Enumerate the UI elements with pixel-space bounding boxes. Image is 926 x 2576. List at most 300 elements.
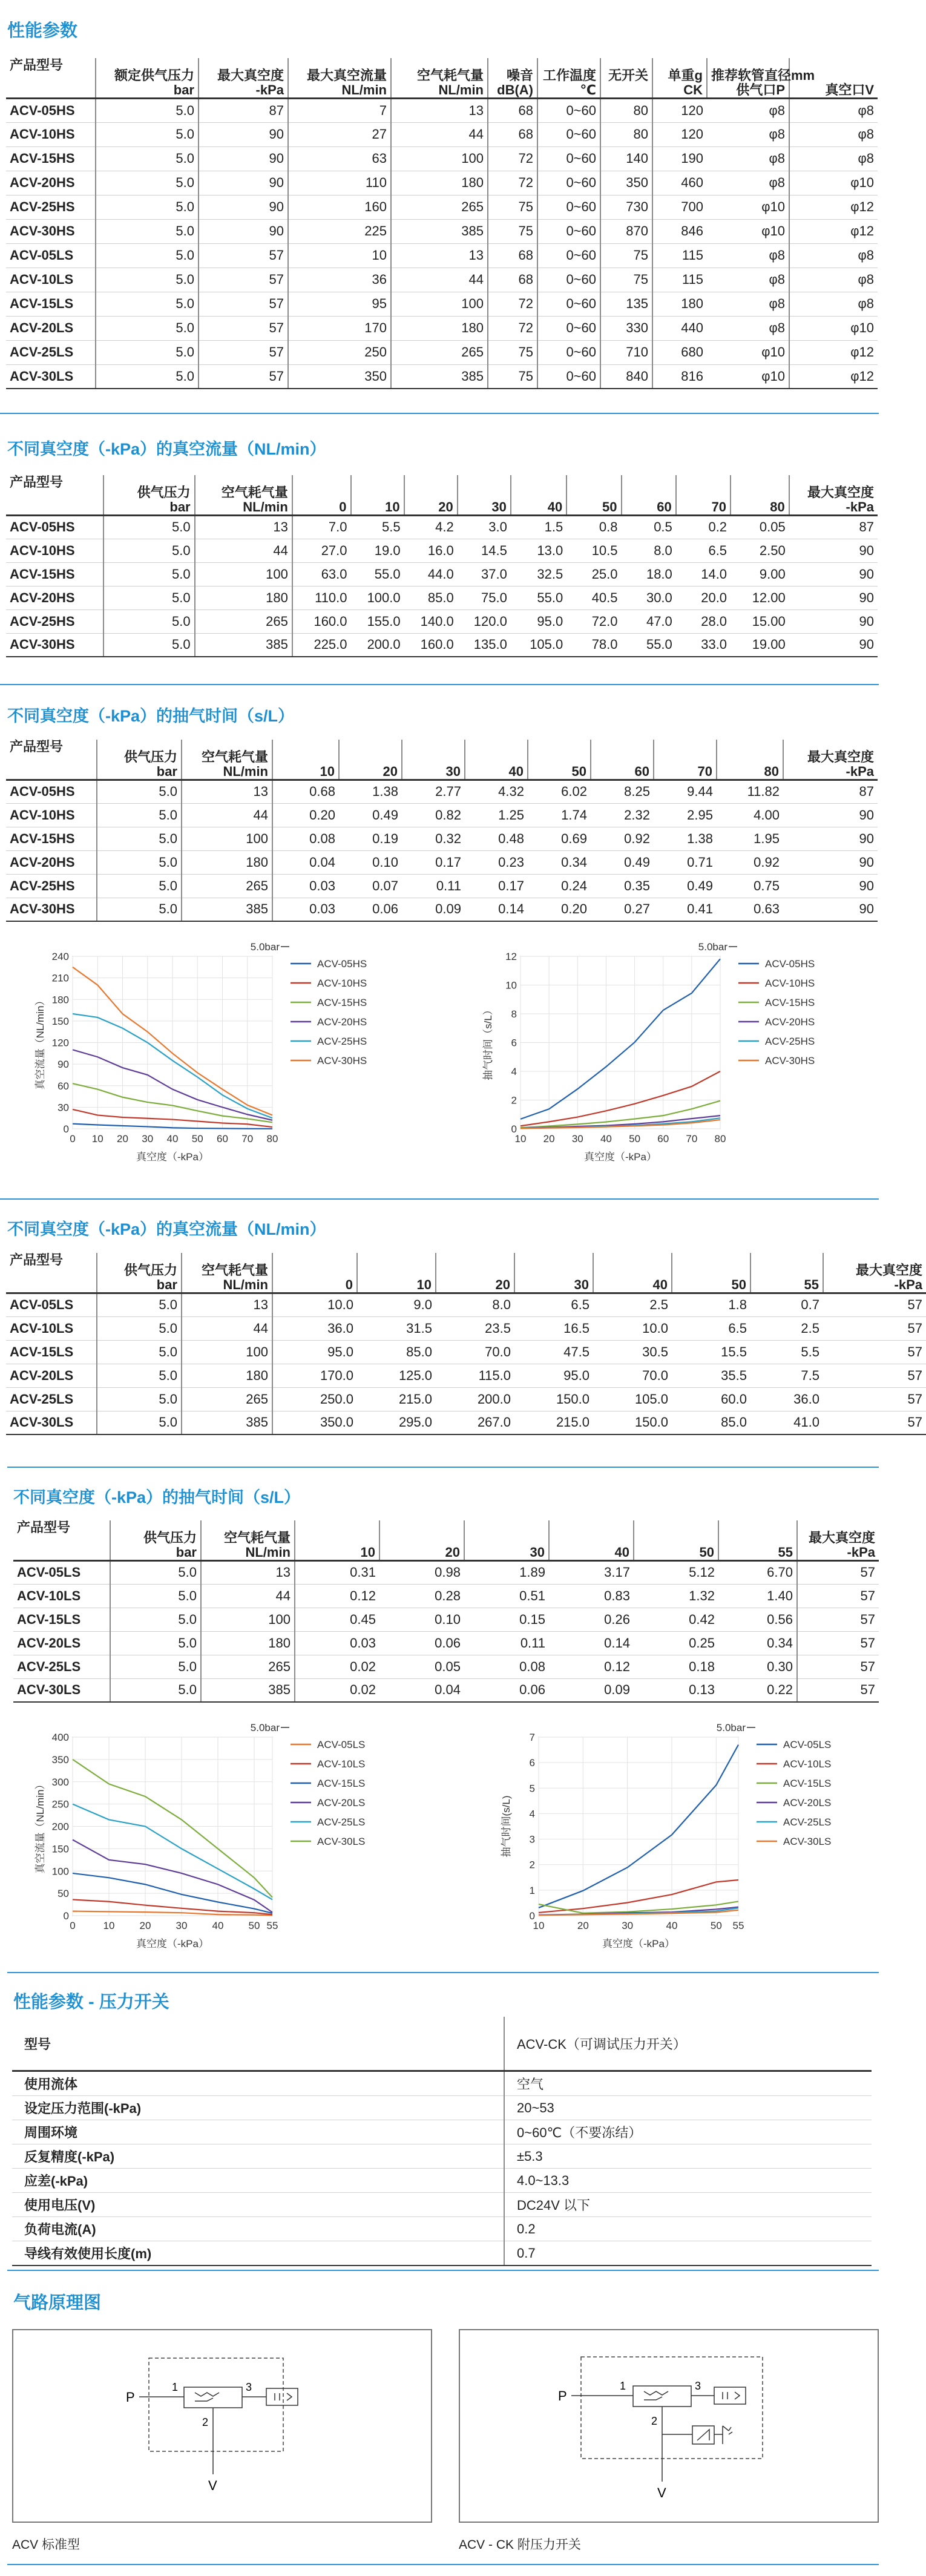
column-header bbox=[436, 1253, 514, 1293]
column-header-label bbox=[277, 1263, 353, 1278]
y-tick-label: 210 bbox=[51, 972, 69, 984]
table-cell: 90 bbox=[789, 610, 878, 633]
table-cell: 100 bbox=[182, 827, 272, 850]
table-cell: 60.0 bbox=[672, 1387, 750, 1411]
y-tick-label: 1 bbox=[529, 1884, 535, 1896]
legend-label: ACV-30LS bbox=[783, 1836, 832, 1847]
column-header-label bbox=[721, 750, 779, 764]
table-cell: 57 bbox=[823, 1316, 926, 1340]
table-cell: 100.0 bbox=[351, 586, 404, 610]
table-cell: 90 bbox=[789, 562, 878, 586]
table-cell: ACV-05LS bbox=[13, 1560, 110, 1584]
column-header bbox=[549, 1520, 634, 1560]
column-header-unit: 20 bbox=[495, 1276, 510, 1292]
switch-value: 0~60℃（不要冻结） bbox=[504, 2120, 872, 2144]
table-cell: 57 bbox=[823, 1340, 926, 1364]
y-tick-label: 50 bbox=[57, 1888, 69, 1900]
x-tick-label: 55 bbox=[732, 1920, 744, 1931]
table-cell: 1.40 bbox=[718, 1584, 797, 1608]
column-header bbox=[537, 58, 600, 98]
table-row bbox=[6, 1387, 926, 1411]
table-cell: 0.30 bbox=[718, 1655, 797, 1678]
table-cell: 8.0 bbox=[436, 1293, 514, 1316]
column-header bbox=[201, 1520, 295, 1560]
table-cell: ACV-30LS bbox=[13, 1678, 110, 1702]
x-tick-label: 50 bbox=[710, 1920, 722, 1931]
table-cell: 47.5 bbox=[514, 1340, 593, 1364]
table-cell: 5.0 bbox=[97, 874, 182, 898]
column-header bbox=[464, 1520, 549, 1560]
table-cell: 0~60 bbox=[537, 340, 600, 364]
table-cell: 90 bbox=[789, 586, 878, 610]
table-cell: 0.05 bbox=[379, 1655, 464, 1678]
column-header-unit: bar bbox=[156, 763, 177, 779]
table-cell: 0.17 bbox=[465, 874, 528, 898]
column-header-unit: NL/min bbox=[341, 82, 387, 97]
table-cell: 36.0 bbox=[750, 1387, 823, 1411]
table-cell: 5.0 bbox=[97, 803, 182, 827]
table-cell: 5.0 bbox=[110, 1608, 201, 1631]
x-tick-label: 30 bbox=[142, 1133, 154, 1145]
table-cell: 2.5 bbox=[750, 1316, 823, 1340]
table-cell: 57 bbox=[199, 268, 288, 292]
table-cell: φ8 bbox=[789, 243, 878, 268]
x-tick-label: 20 bbox=[117, 1133, 128, 1145]
table-cell: 8.25 bbox=[591, 780, 654, 803]
x-tick-label: 50 bbox=[629, 1133, 641, 1145]
table-cell: 180 bbox=[201, 1631, 295, 1655]
table-cell: 5.0 bbox=[96, 292, 199, 316]
table-cell: 0.25 bbox=[634, 1631, 718, 1655]
switch-label: 反复精度(-kPa) bbox=[12, 2144, 504, 2169]
column-header-unit: 20 bbox=[445, 1544, 460, 1560]
column-header-unit: 40 bbox=[547, 499, 563, 514]
table-cell: 115.0 bbox=[436, 1364, 514, 1387]
column-header-label bbox=[723, 1531, 793, 1545]
column-header-label bbox=[361, 1263, 432, 1278]
table-cell: 0.26 bbox=[549, 1608, 634, 1631]
column-header bbox=[182, 1253, 272, 1293]
table-cell: ACV-05LS bbox=[6, 243, 96, 268]
table-cell: 87 bbox=[789, 515, 878, 539]
table-cell: 28.0 bbox=[676, 610, 731, 633]
table-cell: 75 bbox=[600, 268, 652, 292]
table-cell: 180 bbox=[391, 171, 488, 195]
y-tick-label: 0 bbox=[63, 1910, 69, 1922]
table-cell: 250.0 bbox=[272, 1387, 357, 1411]
table-cell: 57 bbox=[199, 316, 288, 340]
legend-label: ACV-15LS bbox=[317, 1778, 366, 1789]
table-row bbox=[6, 1340, 926, 1364]
hs-time-chart bbox=[478, 937, 878, 1173]
column-header bbox=[707, 58, 815, 98]
table-cell: 1.89 bbox=[464, 1560, 549, 1584]
table-cell: ACV-10HS bbox=[6, 539, 103, 562]
series-line-ACV-05LS bbox=[539, 1745, 738, 1908]
table-cell: 0.08 bbox=[464, 1655, 549, 1678]
table-cell: 0.12 bbox=[549, 1655, 634, 1678]
table-cell: 870 bbox=[600, 219, 652, 243]
table-cell: 5.0 bbox=[97, 827, 182, 850]
column-header-label bbox=[462, 485, 507, 500]
y-axis-label: 真空流量（NL/min） bbox=[34, 995, 46, 1090]
column-header-unit: 10 bbox=[320, 763, 335, 779]
table-cell: 55.0 bbox=[622, 633, 676, 657]
column-header bbox=[6, 740, 97, 780]
table-cell: 10.0 bbox=[272, 1293, 357, 1316]
table-cell: 25.0 bbox=[566, 562, 621, 586]
header-row bbox=[6, 475, 878, 515]
switch-header-label: 型号 bbox=[12, 2017, 504, 2071]
table-cell: 385 bbox=[201, 1678, 295, 1702]
legend-label: ACV-10HS bbox=[317, 978, 367, 989]
y-tick-label: 100 bbox=[51, 1865, 69, 1878]
table-cell: ACV-20LS bbox=[6, 316, 96, 340]
column-header bbox=[823, 1253, 926, 1293]
table-cell: 57 bbox=[797, 1560, 879, 1584]
table-cell: 385 bbox=[391, 364, 488, 389]
table-cell: 72 bbox=[488, 171, 537, 195]
table-cell: 1.32 bbox=[634, 1584, 718, 1608]
table-cell: 0~60 bbox=[537, 122, 600, 146]
table-cell: ACV-25HS bbox=[6, 874, 97, 898]
table-cell: 225.0 bbox=[292, 633, 351, 657]
table-cell: 57 bbox=[199, 243, 288, 268]
table-cell: 120 bbox=[652, 122, 707, 146]
column-header bbox=[195, 475, 292, 515]
table-cell: 140 bbox=[600, 146, 652, 171]
ls-flow-title: 不同真空度（-kPa）的真空流量（NL/min） bbox=[7, 1220, 326, 1238]
table-row bbox=[6, 98, 878, 122]
y-tick-label: 5 bbox=[529, 1782, 535, 1795]
column-header-label: 空气耗气量 bbox=[416, 67, 484, 83]
column-header-unit: -kPa bbox=[846, 763, 874, 779]
table-cell: 90 bbox=[789, 539, 878, 562]
table-cell: 1.74 bbox=[528, 803, 591, 827]
table-cell: 8.0 bbox=[622, 539, 676, 562]
column-header bbox=[339, 740, 402, 780]
table-cell: φ8 bbox=[789, 98, 878, 122]
table-row bbox=[6, 1364, 926, 1387]
table-cell: 68 bbox=[488, 98, 537, 122]
legend-label: ACV-10LS bbox=[317, 1758, 366, 1770]
y-tick-label: 150 bbox=[51, 1015, 69, 1027]
table-cell: 4.32 bbox=[465, 780, 528, 803]
table-cell: 44 bbox=[391, 122, 488, 146]
column-header-unit: 40 bbox=[508, 763, 524, 779]
x-tick-label: 70 bbox=[241, 1133, 254, 1145]
table-cell: φ8 bbox=[789, 122, 878, 146]
table-cell: 7.0 bbox=[292, 515, 351, 539]
table-cell: 30.5 bbox=[593, 1340, 672, 1364]
table-cell: 5.0 bbox=[96, 243, 199, 268]
table-cell: ACV-15LS bbox=[13, 1608, 110, 1631]
table-cell: 0.34 bbox=[528, 850, 591, 874]
table-cell: ACV-20HS bbox=[6, 586, 103, 610]
x-axis-label: 真空度（-kPa） bbox=[136, 1938, 209, 1950]
table-row bbox=[6, 562, 878, 586]
column-header-label: 最大真空度 bbox=[807, 484, 874, 500]
legend-label: ACV-30LS bbox=[317, 1836, 366, 1847]
table-cell: 5.0 bbox=[96, 364, 199, 389]
table-cell: 0.02 bbox=[295, 1655, 379, 1678]
table-cell: φ8 bbox=[707, 316, 789, 340]
table-cell: 385 bbox=[195, 633, 292, 657]
x-tick-label: 10 bbox=[514, 1133, 527, 1145]
switch-value: 空气 bbox=[504, 2071, 872, 2096]
table-cell: 57 bbox=[823, 1411, 926, 1434]
divider bbox=[7, 2564, 879, 2565]
column-header bbox=[13, 1520, 110, 1560]
y-tick-label: 4 bbox=[511, 1066, 517, 1077]
table-row bbox=[6, 586, 878, 610]
switch-row bbox=[12, 2193, 872, 2217]
table-cell: 16.0 bbox=[404, 539, 458, 562]
table-cell: 35.5 bbox=[672, 1364, 750, 1387]
table-cell: 57 bbox=[823, 1387, 926, 1411]
switch-value: ±5.3 bbox=[504, 2144, 872, 2169]
table-cell: 5.0 bbox=[110, 1678, 201, 1702]
table-cell: 0.2 bbox=[676, 515, 731, 539]
table-cell: 19.00 bbox=[731, 633, 789, 657]
x-tick-label: 30 bbox=[622, 1920, 634, 1931]
table-row bbox=[6, 780, 878, 803]
table-cell: 80 bbox=[600, 122, 652, 146]
table-cell: 9.44 bbox=[654, 780, 717, 803]
table-cell: 0.48 bbox=[465, 827, 528, 850]
table-cell: 95 bbox=[288, 292, 391, 316]
table-cell: 5.0 bbox=[97, 898, 182, 921]
legend-label: ACV-05LS bbox=[317, 1739, 366, 1750]
column-header-label bbox=[638, 1531, 714, 1545]
table-cell: 0.15 bbox=[464, 1608, 549, 1631]
table-cell: 5.5 bbox=[750, 1340, 823, 1364]
table-cell: 0.34 bbox=[718, 1631, 797, 1655]
switch-header-value: ACV-CK（可调试压力开关） bbox=[504, 2017, 872, 2071]
table-cell: 78.0 bbox=[566, 633, 621, 657]
divider bbox=[7, 1972, 879, 1973]
column-header bbox=[593, 1253, 672, 1293]
table-cell: 100 bbox=[391, 146, 488, 171]
table-cell: 63 bbox=[288, 146, 391, 171]
table-row bbox=[6, 146, 878, 171]
table-cell: 10.5 bbox=[566, 539, 621, 562]
table-cell: 190 bbox=[652, 146, 707, 171]
legend-label: ACV-25HS bbox=[317, 1036, 367, 1047]
port-2-label: 2 bbox=[202, 2416, 209, 2428]
table-cell: 27.0 bbox=[292, 539, 351, 562]
table-cell: 15.5 bbox=[672, 1340, 750, 1364]
table-cell: ACV-05HS bbox=[6, 515, 103, 539]
divider bbox=[0, 1198, 879, 1200]
table-cell: 12.00 bbox=[731, 586, 789, 610]
table-cell: 90 bbox=[783, 874, 878, 898]
hs-time-title: 不同真空度（-kPa）的抽气时间（s/L） bbox=[7, 707, 295, 725]
table-cell: φ12 bbox=[789, 340, 878, 364]
legend-label: ACV-15HS bbox=[765, 997, 815, 1008]
column-header-label: 最大真空流量 bbox=[306, 67, 387, 83]
table-cell: ACV-30HS bbox=[6, 633, 103, 657]
table-cell: 90 bbox=[783, 850, 878, 874]
port-v-label: V bbox=[208, 2478, 217, 2493]
switch-row bbox=[12, 2169, 872, 2193]
table-cell: 100 bbox=[182, 1340, 272, 1364]
column-header-unit: 30 bbox=[530, 1544, 545, 1560]
x-tick-label: 60 bbox=[217, 1133, 228, 1145]
port-1-label: 1 bbox=[620, 2380, 626, 2392]
table-cell: 840 bbox=[600, 364, 652, 389]
column-header-unit: 10 bbox=[416, 1276, 432, 1292]
table-cell: 32.5 bbox=[511, 562, 566, 586]
table-cell: 87 bbox=[783, 780, 878, 803]
hs-flow-chart bbox=[30, 937, 442, 1173]
column-header bbox=[199, 58, 288, 98]
legend-label: ACV-30HS bbox=[317, 1055, 367, 1066]
table-cell: 115 bbox=[652, 268, 707, 292]
table-row bbox=[6, 219, 878, 243]
table-cell: 135 bbox=[600, 292, 652, 316]
table-cell: 5.12 bbox=[634, 1560, 718, 1584]
table-cell: 0.98 bbox=[379, 1560, 464, 1584]
table-cell: 0~60 bbox=[537, 292, 600, 316]
table-cell: 5.0 bbox=[110, 1560, 201, 1584]
table-cell: 0~60 bbox=[537, 268, 600, 292]
table-cell: 0.68 bbox=[272, 780, 339, 803]
chart-title: 5.0bar bbox=[250, 1722, 280, 1733]
table-cell: 135.0 bbox=[458, 633, 511, 657]
x-tick-label: 10 bbox=[103, 1920, 115, 1931]
column-header-unit: -kPa bbox=[894, 1276, 922, 1292]
table-cell: 350.0 bbox=[272, 1411, 357, 1434]
table-cell: 0.20 bbox=[528, 898, 591, 921]
table-row bbox=[6, 874, 878, 898]
ls-flow-table bbox=[6, 1253, 926, 1435]
table-cell: 57 bbox=[199, 364, 288, 389]
table-cell: 9.0 bbox=[357, 1293, 436, 1316]
table-cell: 57 bbox=[797, 1678, 879, 1702]
table-cell: 0.75 bbox=[717, 874, 783, 898]
table-cell: 72 bbox=[488, 146, 537, 171]
table-cell: 0.14 bbox=[549, 1631, 634, 1655]
table-cell: 13 bbox=[195, 515, 292, 539]
table-cell: 0.06 bbox=[339, 898, 402, 921]
table-cell: 0.49 bbox=[654, 874, 717, 898]
column-header-label: 供气压力 bbox=[137, 484, 191, 500]
table-cell: ACV-05LS bbox=[6, 1293, 97, 1316]
table-cell: 100 bbox=[201, 1608, 295, 1631]
y-tick-label: 180 bbox=[51, 994, 69, 1006]
table-cell: 20.0 bbox=[676, 586, 731, 610]
y-tick-label: 12 bbox=[505, 951, 517, 962]
x-tick-label: 20 bbox=[577, 1920, 589, 1931]
table-cell: ACV-30HS bbox=[6, 898, 97, 921]
table-cell: 6.70 bbox=[718, 1560, 797, 1584]
table-cell: 265 bbox=[201, 1655, 295, 1678]
table-cell: 44 bbox=[195, 539, 292, 562]
table-cell: ACV-05HS bbox=[6, 98, 96, 122]
table-cell: 0.7 bbox=[750, 1293, 823, 1316]
legend-label: ACV-10LS bbox=[783, 1758, 832, 1770]
table-cell: 30.0 bbox=[622, 586, 676, 610]
table-cell: 4.00 bbox=[717, 803, 783, 827]
table-row bbox=[13, 1678, 879, 1702]
table-cell: φ8 bbox=[789, 146, 878, 171]
column-header-unit: bar bbox=[173, 82, 194, 97]
switch-label: 负荷电流(A) bbox=[12, 2217, 504, 2241]
table-cell: 0.92 bbox=[717, 850, 783, 874]
table-cell: ACV-15HS bbox=[6, 562, 103, 586]
table-cell: 0.23 bbox=[465, 850, 528, 874]
table-row bbox=[13, 1584, 879, 1608]
x-tick-label: 30 bbox=[176, 1920, 188, 1931]
divider bbox=[0, 413, 879, 414]
table-cell: 0.11 bbox=[402, 874, 465, 898]
table-cell: 1.25 bbox=[465, 803, 528, 827]
perf-title: 性能参数 bbox=[7, 21, 78, 41]
x-tick-label: 40 bbox=[600, 1133, 612, 1145]
table-cell: 110 bbox=[288, 171, 391, 195]
column-header-label bbox=[680, 485, 726, 500]
table-cell: 170 bbox=[288, 316, 391, 340]
column-header-unit bbox=[10, 754, 93, 769]
x-axis-label: 真空度（-kPa） bbox=[602, 1938, 675, 1950]
table-cell: ACV-30LS bbox=[6, 1411, 97, 1434]
table-cell: 57 bbox=[199, 292, 288, 316]
table-cell: φ12 bbox=[789, 195, 878, 219]
table-cell: 385 bbox=[182, 1411, 272, 1434]
column-header-unit: -kPa bbox=[255, 82, 284, 97]
hs-time-table bbox=[6, 740, 878, 922]
table-cell: φ10 bbox=[707, 219, 789, 243]
column-header bbox=[672, 1253, 750, 1293]
table-cell: 57 bbox=[199, 340, 288, 364]
ck-diagram-box bbox=[459, 2329, 879, 2523]
column-header-label bbox=[626, 485, 672, 500]
column-header-label: 工作温度 bbox=[542, 67, 596, 83]
table-cell: 13 bbox=[391, 243, 488, 268]
column-header-unit: 0 bbox=[345, 1276, 353, 1292]
y-tick-label: 10 bbox=[505, 979, 517, 991]
table-row bbox=[6, 610, 878, 633]
y-tick-label: 3 bbox=[529, 1833, 535, 1845]
y-tick-label: 60 bbox=[57, 1080, 69, 1092]
legend-label: ACV-10HS bbox=[765, 978, 815, 989]
table-cell: 0.8 bbox=[566, 515, 621, 539]
table-cell: 9.00 bbox=[731, 562, 789, 586]
table-cell: 3.0 bbox=[458, 515, 511, 539]
table-cell: 0~60 bbox=[537, 98, 600, 122]
column-header-label: 单重g bbox=[668, 67, 703, 83]
x-tick-label: 50 bbox=[248, 1920, 260, 1931]
column-header bbox=[295, 1520, 379, 1560]
switch-value: 4.0~13.3 bbox=[504, 2169, 872, 2193]
table-cell: 160.0 bbox=[404, 633, 458, 657]
column-header-label bbox=[658, 750, 712, 764]
column-header bbox=[634, 1520, 718, 1560]
column-header-label: 最大真空度 bbox=[807, 749, 874, 764]
column-header-label bbox=[409, 485, 453, 500]
table-cell: 57 bbox=[797, 1608, 879, 1631]
table-cell: 710 bbox=[600, 340, 652, 364]
column-header-label: 额定供气压力 bbox=[114, 67, 194, 83]
column-header bbox=[789, 475, 878, 515]
port-2-label: 2 bbox=[651, 2415, 658, 2427]
table-cell: 180 bbox=[652, 292, 707, 316]
table-cell: 63.0 bbox=[292, 562, 351, 586]
table-row bbox=[6, 898, 878, 921]
table-cell: 0.69 bbox=[528, 827, 591, 850]
table-cell: 0.09 bbox=[402, 898, 465, 921]
